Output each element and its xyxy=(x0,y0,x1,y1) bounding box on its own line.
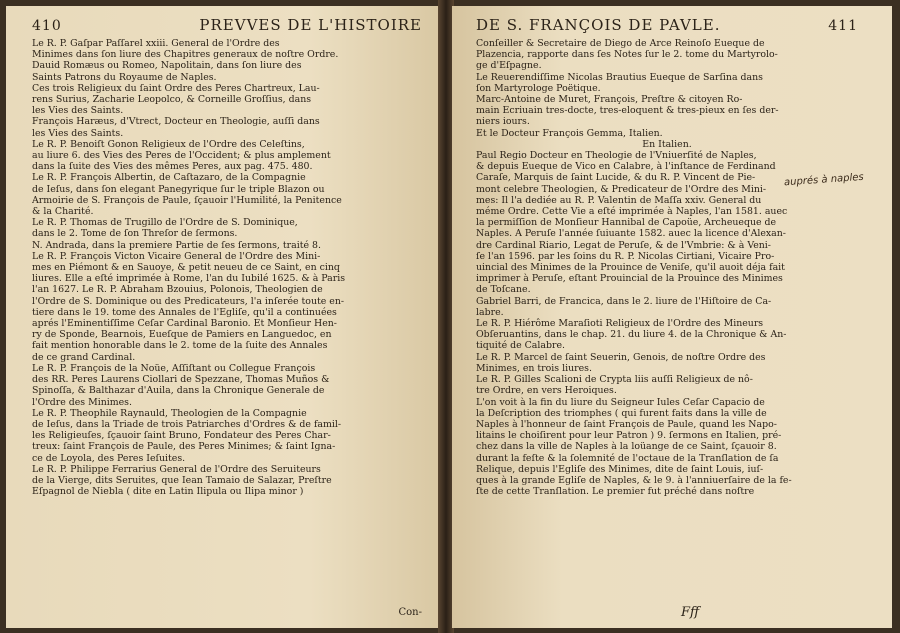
left-text-line: Spinoſſa, & Balthazar d'Auila, dans la Chronique Generale de xyxy=(32,385,325,397)
left-text-line: Le R. P. Thomas de Trugillo de l'Ordre de S. Dominique, xyxy=(32,217,298,229)
left-text-line: ce de Loyola, des Peres Ieſuites. xyxy=(32,452,186,464)
right-text-line: Obſeruantins, dans le chap. 21. du liure 4. de la Chronique & An- xyxy=(476,329,787,341)
right-text-line: Marc-Antoine de Muret, François, Preſtre & citoyen Ro- xyxy=(476,94,743,106)
left-text-line: Eſpagnol de Niebla ( dite en Latin Ilipula ou Ilipa minor ) xyxy=(32,486,304,498)
right-text-line: Paul Regio Docteur en Theologie de l'Vniuerſité de Naples, xyxy=(476,150,757,162)
left-text-line: des RR. Peres Laurens Ciollari de Spezzane, Thomas Muños & xyxy=(32,374,330,386)
left-text-line: l'an 1627. Le R. P. Abraham Bzouius, Polonois, Theologien de xyxy=(32,284,323,296)
right-text-line: la Deſcription des triomphes ( qui furent faits dans la ville de xyxy=(476,407,767,419)
left-text-line: rens Surius, Zacharie Leopolco, & Corneille Groſſius, dans xyxy=(32,94,312,106)
left-text-line: liures. Elle a eſté imprimée à Rome, l'an du Iubilé 1625. & à Paris xyxy=(32,273,346,285)
left-text-line: au liure 6. des Vies des Peres de l'Occident; & plus amplement xyxy=(32,150,331,162)
right-text-line: L'on voit à la fin du liure du Seigneur Iules Ceſar Capacio de xyxy=(476,396,765,408)
right-page-content xyxy=(476,16,858,618)
left-text-line: Le R. P. Philippe Ferrarius General de l'Ordre des Seruiteurs xyxy=(32,463,321,475)
right-text-line: Caraſe, Marquis de ſaint Lucide, & du R. P. Vincent de Pie- xyxy=(476,172,756,184)
right-running-title: DE S. FRANÇOIS DE PAVLE. xyxy=(476,16,721,34)
left-text-line: dans la ſuite des Vies des mêmes Peres, aux pag. 475. 480. xyxy=(32,161,313,173)
right-text-line: main Ecriuain tres-docte, tres-eloquent & tres-pieux en ſes der- xyxy=(476,105,779,117)
right-text-line: niers iours. xyxy=(476,116,530,128)
right-text-line: Conſeiller & Secretaire de Diego de Arce Reinoſo Eueque de xyxy=(476,38,765,49)
right-text-line: mes: Il l'a dediée au R. P. Valentin de Maſſa xxiv. General du xyxy=(476,194,762,206)
right-text-line: chez dans la ville de Naples à la loüange de ce Saint, ſçauoir 8. xyxy=(476,441,777,453)
left-text-line: de Ieſus, dans ſon elegant Panegyrique ſur le triple Blazon ou xyxy=(32,183,325,195)
right-text-line: labre. xyxy=(476,306,504,318)
right-text-line: de Toſcane. xyxy=(476,284,531,296)
left-page xyxy=(6,6,440,628)
right-text-line: Le R. P. Gilles Scalioni de Crypta liis auſſi Religieux de nô- xyxy=(476,374,753,386)
right-text-block xyxy=(476,38,858,497)
left-text-line: Le R. P. François de la Noüe, Aſſiſtant ou Collegue François xyxy=(32,362,316,374)
right-text-line: Le Reuerendiſſime Nicolas Brautius Eueque de Sarſina dans xyxy=(476,71,763,83)
left-text-line: l'Ordre des Minimes. xyxy=(32,396,132,408)
left-text-line: tiere dans le 19. tome des Annales de l'Egliſe, qu'il a continuées xyxy=(32,306,337,318)
right-running-head xyxy=(476,16,858,34)
left-text-line: de la Vierge, dits Seruites, que Iean Tamaio de Salazar, Preſtre xyxy=(32,474,332,486)
right-text-line: En Italien. xyxy=(642,138,692,150)
left-text-line: Minimes dans ſon liure des Chapitres generaux de noſtre Ordre. xyxy=(32,49,339,61)
left-text-block xyxy=(32,38,422,497)
left-text-line: l'Ordre de S. Dominique ou des Predicateurs, l'a inſerée toute en- xyxy=(32,295,345,307)
right-text-line: Naples. A Peruſe l'année ſuiuante 1582. auec la licence d'Alexan- xyxy=(476,228,786,240)
left-text-line: & la Charité. xyxy=(32,206,94,218)
left-text-line: fait mention honorable dans le 2. tome de la ſuite des Annales xyxy=(32,340,328,352)
right-text-line: mont celebre Theologien, & Predicateur de l'Ordre des Mini- xyxy=(476,183,767,195)
left-text-line: mes en Piémont & en Sauoye, & petit neueu de ce Saint, en cinq xyxy=(32,262,340,274)
right-text-line: tiquité de Calabre. xyxy=(476,340,565,352)
left-text-line: les Vies des Saints. xyxy=(32,127,124,139)
left-text-line: les Vies des Saints. xyxy=(32,105,124,117)
right-text-line: ſe l'an 1596. par les ſoins du R. P. Nicolas Cirtiani, Vicaire Pro- xyxy=(476,250,775,262)
right-page xyxy=(452,6,892,628)
signature-mark: Fff xyxy=(681,605,700,620)
left-text-line: de Ieſus, dans la Triade de trois Patriarches d'Ordres & de famil- xyxy=(32,418,342,430)
left-text-line: dans le 2. Tome de ſon Threſor de ſermons. xyxy=(32,228,238,240)
right-text-line: Gabriel Barri, de Francica, dans le 2. liure de l'Hiſtoire de Ca- xyxy=(476,295,772,307)
right-text-line: Le R. P. Marcel de ſaint Seuerin, Genois, de noſtre Ordre des xyxy=(476,351,766,363)
right-text-line: Plazencia, rapporte dans ſes Notes ſur le 2. tome du Martyrolo- xyxy=(476,49,778,61)
left-text-line: Le R. P. François Victon Vicaire General de l'Ordre des Mini- xyxy=(32,250,321,262)
left-text-line: Dauid Romæus ou Romeo, Napolitain, dans ſon liure des xyxy=(32,60,302,72)
right-text-line: durant la feſte & la ſolemnité de l'octaue de la Tranſlation de ſa xyxy=(476,452,779,464)
left-text-line: de ce grand Cardinal. xyxy=(32,351,136,363)
left-text-line: aprés l'Eminentiſſime Ceſar Cardinal Baronio. Et Monſieur Hen- xyxy=(32,318,337,330)
right-text-line: ſte de cette Tranſlation. Le premier fut préché dans noſtre xyxy=(476,486,755,498)
right-text-line: Le R. P. Hiérôme Maraſioti Religieux de l'Ordre des Mineurs xyxy=(476,318,764,330)
left-running-head xyxy=(32,16,422,34)
right-text-line: Et le Docteur François Gemma, Italien. xyxy=(476,127,663,139)
left-page-number: 410 xyxy=(32,18,62,34)
left-text-line: N. Andrada, dans la premiere Partie de ſes ſermons, traité 8. xyxy=(32,239,321,251)
left-running-title: PREVVES DE L'HISTOIRE xyxy=(199,16,422,34)
left-text-line: Le R. P. François Albertin, de Caſtazaro, de la Compagnie xyxy=(32,172,306,184)
left-text-line: les Religieuſes, ſçauoir ſaint Bruno, Fondateur des Peres Char- xyxy=(32,430,331,442)
right-page-number: 411 xyxy=(828,18,858,34)
left-page-content xyxy=(32,16,422,618)
left-text-line: ry de Sponde, Bearnois, Eueſque de Pamiers en Languedoc, en xyxy=(32,329,332,341)
left-text-line: François Haræus, d'Vtrect, Docteur en Theologie, auſſi dans xyxy=(32,116,320,128)
left-text-line: Le R. P. Gaſpar Paſſarel xxiii. General de l'Ordre des xyxy=(32,38,280,49)
left-text-line: Saints Patrons du Royaume de Naples. xyxy=(32,71,217,83)
right-text-line: tre Ordre, en vers Heroiques. xyxy=(476,385,617,397)
right-text-line: méme Ordre. Cette Vie a eſté imprimée à Naples, l'an 1581. auec xyxy=(476,206,788,218)
left-text-line: Le R. P. Theophile Raynauld, Theologien de la Compagnie xyxy=(32,407,307,419)
left-text-line: Ces trois Religieux du ſaint Ordre des Peres Chartreux, Lau- xyxy=(32,82,320,94)
left-text-line: treux: ſaint François de Paule, des Peres Minimes; & ſaint Igna- xyxy=(32,441,336,453)
right-text-line: la permiſſion de Monſieur Hannibal de Capoüe, Archeueque de xyxy=(476,217,777,229)
right-text-line: ge d'Eſpagne. xyxy=(476,60,542,72)
right-text-line: dre Cardinal Riario, Legat de Peruſe, & de l'Vmbrie: & à Veni- xyxy=(476,239,771,251)
right-text-line: ſon Martyrologe Poëtique. xyxy=(476,82,601,94)
right-text-line: litains le choiſirent pour leur Patron ) 9. ſermons en Italien, pré- xyxy=(476,430,782,442)
right-text-line: uincial des Minimes de la Prouince de Veniſe, qu'il auoit déja fait xyxy=(476,262,785,274)
right-text-line: & depuis Eueque de Vico en Calabre, à l'inſtance de Ferdinand xyxy=(476,161,776,173)
right-text-line: imprimer à Peruſe, eſtant Prouincial de la Prouince des Minimes xyxy=(476,273,783,285)
left-text-line: Le R. P. Benoiſt Gonon Religieux de l'Ordre des Celeſtins, xyxy=(32,138,305,150)
left-text-line: Armoirie de S. François de Paule, ſçauoir l'Humilité, la Penitence xyxy=(32,194,342,206)
right-text-line: Naples à l'honneur de ſaint François de Paule, quand les Napo- xyxy=(476,418,777,430)
handwritten-margin-note: auprés à naples xyxy=(783,171,865,189)
right-text-line: Minimes, en trois liures. xyxy=(476,362,592,374)
left-catchword: Con- xyxy=(398,607,422,618)
right-text-line: Relique, depuis l'Egliſe des Minimes, dite de ſaint Louis, iuſ- xyxy=(476,463,764,475)
right-text-line: ques à la grande Egliſe de Naples, & le 9. à l'anniuerſaire de la fe- xyxy=(476,474,792,486)
